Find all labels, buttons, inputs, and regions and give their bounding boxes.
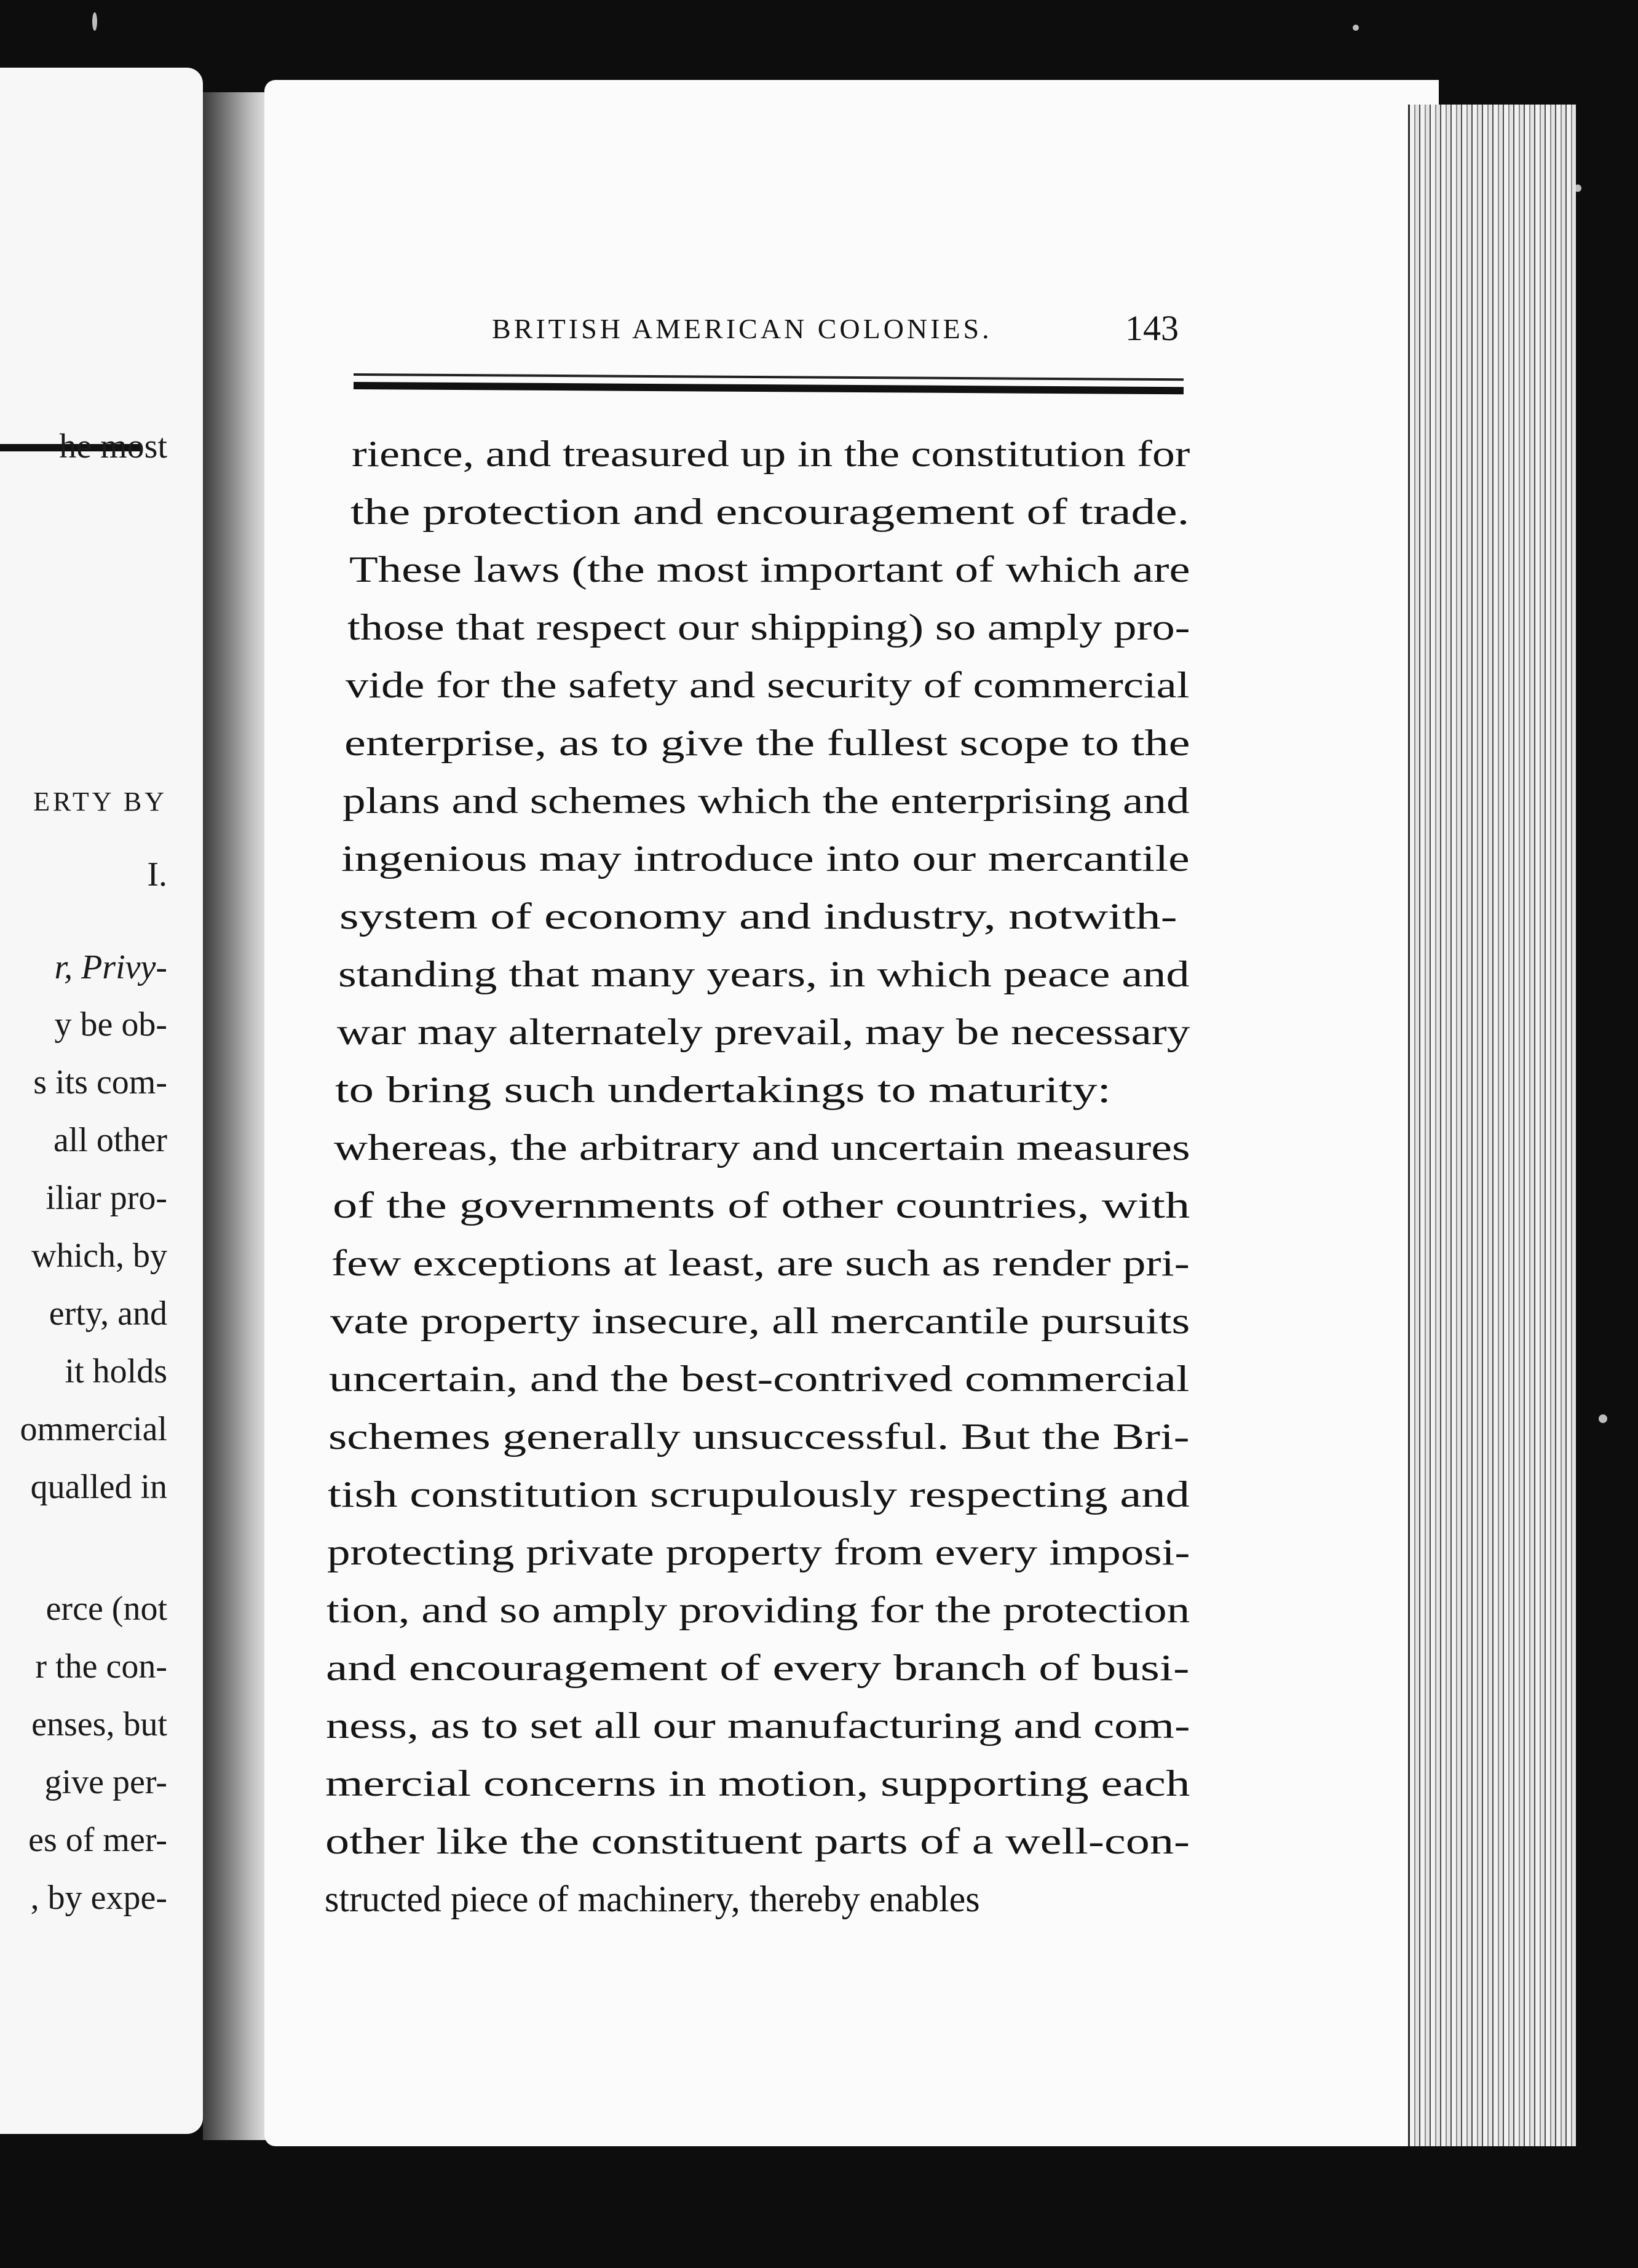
body-line: of the governments of other countries, with — [333, 1185, 1190, 1226]
dust-speck — [1599, 1414, 1607, 1423]
dust-speck — [92, 12, 97, 31]
left-page-line: erty, and — [49, 1295, 167, 1333]
dust-speck — [1353, 25, 1359, 31]
body-line: standing that many years, in which peace and — [338, 954, 1190, 994]
body-line: structed piece of machinery, thereby enables — [325, 1879, 980, 1919]
left-page-line: enses, but — [31, 1705, 167, 1743]
body-line: war may alternately prevail, may be necessary — [337, 1012, 1190, 1052]
left-page-line: es of mer- — [28, 1821, 167, 1859]
left-page-line: it holds — [65, 1352, 167, 1390]
left-page-line: s its com- — [33, 1063, 167, 1101]
body-line: vide for the safety and security of commercial — [346, 665, 1190, 705]
left-page-line: erce (not — [46, 1590, 167, 1628]
page-number: 143 — [1125, 308, 1179, 348]
left-page-line: iliar pro- — [46, 1179, 167, 1217]
body-line: These laws (the most important of which are — [349, 549, 1190, 590]
body-line: uncertain, and the best-contrived commercial — [329, 1358, 1190, 1399]
body-line: other like the constituent parts of a well-con- — [325, 1821, 1190, 1862]
body-line: enterprise, as to give the fullest scope to the — [344, 723, 1190, 763]
body-line: schemes generally unsuccessful. But the Bri- — [328, 1416, 1190, 1457]
body-line: ingenious may introduce into our mercantile — [341, 838, 1190, 879]
body-line: mercial concerns in motion, supporting each — [325, 1763, 1190, 1804]
book-gutter — [203, 92, 271, 2140]
body-line: those that respect our shipping) so amply pro- — [347, 607, 1190, 648]
left-page — [0, 68, 203, 2134]
body-line: few exceptions at least, are such as render pri- — [331, 1243, 1190, 1283]
left-page-line: which, by — [31, 1237, 167, 1275]
body-line: whereas, the arbitrary and uncertain measures — [334, 1127, 1190, 1168]
body-line: rience, and treasured up in the constitution for — [352, 434, 1190, 474]
left-page-line: r, Privy- — [54, 948, 167, 986]
left-page-line: r the con- — [35, 1647, 167, 1686]
body-line: plans and schemes which the enterprising and — [342, 780, 1190, 821]
left-page-line: ERTY BY — [33, 787, 167, 817]
left-page-line: ommercial — [20, 1410, 167, 1448]
left-page-line: he most — [59, 427, 167, 466]
body-line: and encouragement of every branch of busi- — [326, 1647, 1190, 1688]
body-line: the protection and encouragement of trade. — [350, 491, 1190, 532]
body-line: ness, as to set all our manufacturing and com- — [326, 1705, 1190, 1746]
body-line: tion, and so amply providing for the protection — [326, 1590, 1190, 1630]
left-page-line: qualled in — [30, 1468, 167, 1506]
left-page-line: , by expe- — [30, 1879, 167, 1917]
body-line: vate property insecure, all mercantile pursuits — [330, 1301, 1190, 1341]
page-edges — [1408, 105, 1576, 2146]
body-line: system of economy and industry, notwith- — [339, 896, 1177, 937]
body-line: protecting private property from every imposi- — [327, 1532, 1190, 1572]
left-page-line: y be ob- — [54, 1005, 167, 1044]
running-head: BRITISH AMERICAN COLONIES. — [492, 313, 992, 344]
left-page-line: all other — [53, 1121, 167, 1159]
body-line: tish constitution scrupulously respecting and — [328, 1474, 1190, 1515]
left-page-line: give per- — [44, 1763, 167, 1801]
body-line: to bring such undertakings to maturity: — [335, 1069, 1112, 1110]
left-page-line: I. — [147, 855, 167, 894]
